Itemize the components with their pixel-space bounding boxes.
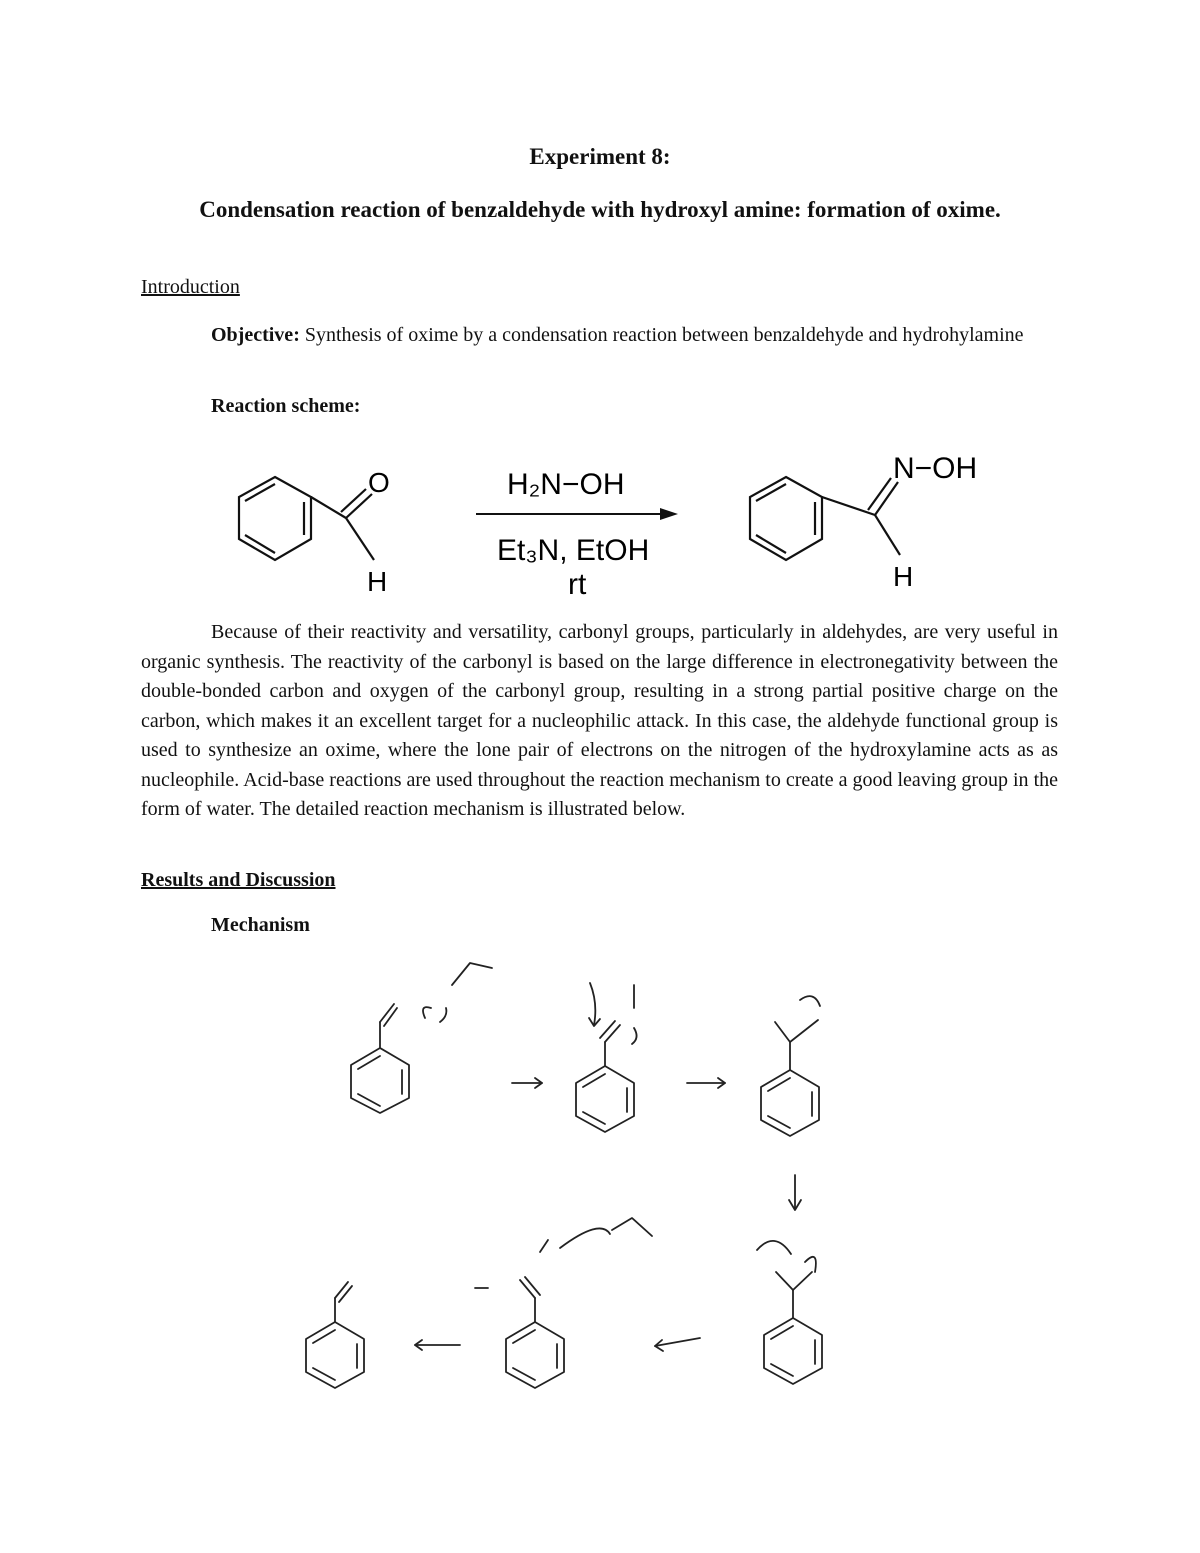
- mech-ring-3: [761, 1070, 819, 1136]
- page-title: Experiment 8:: [529, 144, 671, 169]
- reaction-scheme-figure: [0, 440, 1200, 610]
- arrow-head: [660, 508, 678, 520]
- mech-ring-6: [306, 1322, 364, 1388]
- results-heading: Results and Discussion: [141, 869, 336, 891]
- mech-ring-4: [764, 1318, 822, 1384]
- product-noh-label: N−OH: [893, 452, 978, 485]
- product-benzene-ring: [750, 477, 822, 560]
- mech-ring-2: [576, 1066, 634, 1132]
- reactant-benzene-ring: [239, 477, 311, 560]
- product-hydrogen-label: H: [893, 561, 914, 592]
- objective-text: Synthesis of oxime by a condensation reaction between benzaldehyde and hydrohylamine: [299, 324, 1024, 346]
- objective-paragraph: [141, 320, 1058, 350]
- reactant-oxygen-label: O: [368, 467, 390, 498]
- mechanism-figure: [290, 940, 880, 1400]
- page-subtitle: Condensation reaction of benzaldehyde with hydroxyl amine: formation of oxime.: [199, 197, 1001, 222]
- introduction-heading: Introduction: [141, 276, 240, 298]
- body-paragraph: Because of their reactivity and versatility, carbonyl groups, particularly in aldehydes, are very useful in organic synthesis. The reactivity of the carbonyl is based on the large difference in electronegativity between the double-bonded carbon and oxygen of the carbonyl group, resulting in a strong partial positive charge on the carbon, which makes it an excellent target for a nucleophilic attack. In this case, the aldehyde functional group is used to synthesize an oxime, where the lone pair of electrons on the nitrogen of the hydroxylamine acts as as nucleophile. Acid-base reactions are used throughout the reaction mechanism to create a good leaving group in the form of water. The detailed reaction mechanism is illustrated below.: [141, 621, 1058, 820]
- mech-ring-5: [506, 1322, 564, 1388]
- conditions-line1: Et₃N, EtOH: [497, 534, 650, 567]
- conditions-line2: rt: [568, 568, 587, 601]
- mechanism-label: Mechanism: [211, 914, 310, 936]
- mech-ring-1: [351, 1048, 409, 1113]
- reaction-scheme-label: Reaction scheme:: [211, 395, 361, 417]
- objective-label: Objective:: [211, 324, 300, 346]
- reactant-hydrogen-label: H: [367, 566, 388, 597]
- reagent-label: H₂N−OH: [507, 468, 625, 501]
